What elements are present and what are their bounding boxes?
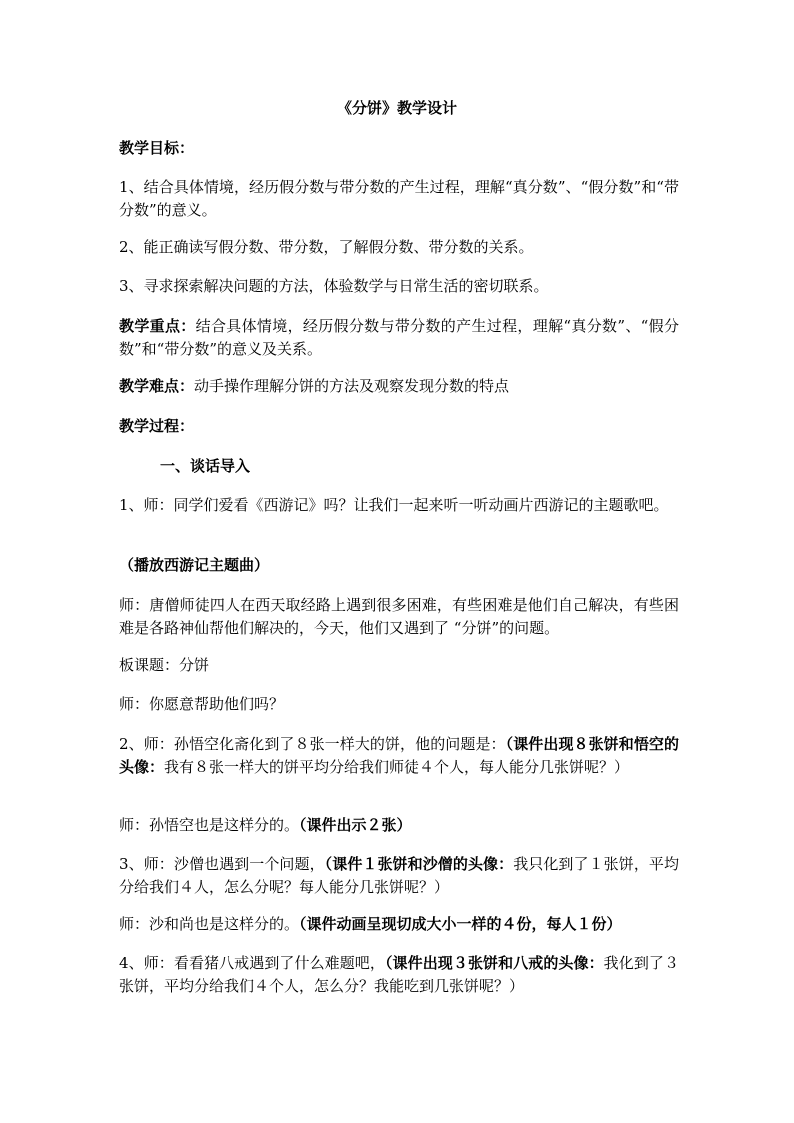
document-title: 《分饼》教学设计 xyxy=(336,99,457,117)
paragraph-6-note: （课件出现８张饼和悟空的头像： xyxy=(119,735,679,776)
goal-2: 2、能正确读写假分数、带分数，了解假分数、带分数的关系。 xyxy=(119,238,534,256)
paragraph-6-text: 我有８张一样大的饼平均分给我们师徒４个人，每人能分几张饼呢？） xyxy=(164,758,630,776)
paragraph-7 xyxy=(119,814,679,837)
paragraph-10-lead: 4、师：看看猪八戒遇到了什么难题吧， xyxy=(119,954,385,972)
paragraph-3: 师：唐僧师徒四人在西天取经路上遇到很多困难，有些困难是他们自己解决，有些困难是各路神仙帮他们解决的，今天，他们又遇到了 “分饼”的问题。 xyxy=(119,596,679,637)
paragraph-10-text: 我化到了３张饼，平均分给我们４个人，怎么分？我能吃到几张饼呢？） xyxy=(119,954,679,995)
paragraph-10 xyxy=(119,952,679,998)
difficulty-points xyxy=(119,375,679,398)
paragraph-8-note: （课件１张饼和沙僧的头像： xyxy=(324,855,514,873)
process-heading: 教学过程： xyxy=(119,417,195,435)
paragraph-10-note: （课件出现３张饼和八戒的头像： xyxy=(384,954,604,972)
key-label: 教学重点： xyxy=(119,317,196,335)
goal-3: 3、寻求探索解决问题的方法，体验数学与日常生活的密切联系。 xyxy=(119,277,549,295)
paragraph-5: 师：你愿意帮助他们吗？ xyxy=(119,695,285,713)
goal-1: 1、结合具体情境，经历假分数与带分数的产生过程，理解“真分数”、“假分数”和“带分数”的意义。 xyxy=(119,178,679,219)
paragraph-7-note: （课件出示２张） xyxy=(299,816,412,834)
paragraph-9-lead: 师：沙和尚也是这样分的。 xyxy=(119,915,300,933)
paragraph-8 xyxy=(119,853,679,899)
paragraph-9-note: （课件动画呈现切成大小一样的４份，每人１份） xyxy=(299,915,622,933)
goals-heading: 教学目标： xyxy=(119,139,195,157)
section-1-heading: 一、谈话导入 xyxy=(160,457,251,475)
paragraph-4: 板课题：分饼 xyxy=(119,656,210,674)
paragraph-9 xyxy=(119,913,679,936)
paragraph-1: 1、师：同学们爱看《西游记》吗？让我们一起来听一听动画片西游记的主题歌吧。 xyxy=(119,496,669,514)
paragraph-6 xyxy=(119,733,679,779)
paragraph-7-lead: 师：孙悟空也是这样分的。 xyxy=(119,816,300,834)
paragraph-8-lead: 3、师：沙僧也遇到一个问题， xyxy=(119,855,325,873)
key-text: 结合具体情境，经历假分数与带分数的产生过程，理解“真分数”、“假分数”和“带分数”的意义及关系。 xyxy=(119,317,679,358)
paragraph-6-lead: 2、师：孙悟空化斋化到了８张一样大的饼，他的问题是： xyxy=(119,735,506,753)
key-points xyxy=(119,315,679,361)
paragraph-8-text: 我只化到了１张饼，平均分给我们４人，怎么分呢？每人能分几张饼呢？） xyxy=(119,855,679,896)
difficulty-text: 动手操作理解分饼的方法及观察发现分数的特点 xyxy=(194,377,510,395)
paragraph-2: （播放西游记主题曲） xyxy=(119,556,270,574)
difficulty-label: 教学难点： xyxy=(119,377,195,395)
